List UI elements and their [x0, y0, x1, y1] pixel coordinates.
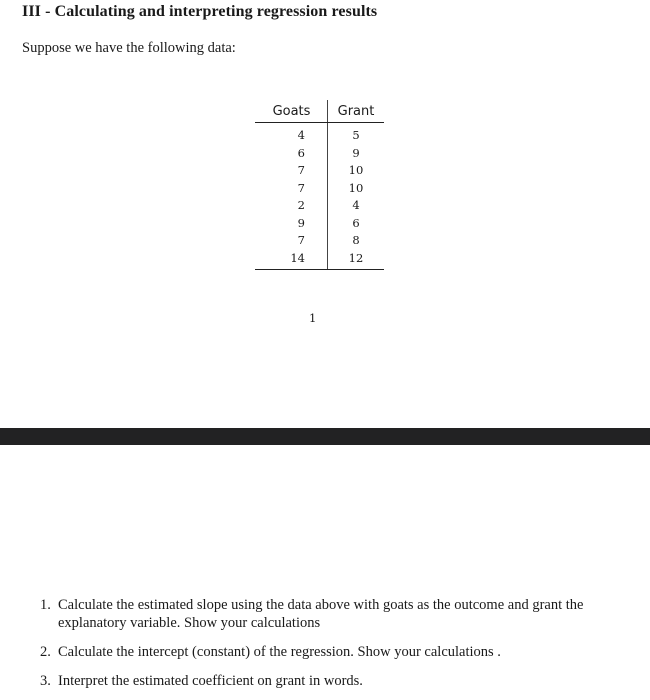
question-item: [40, 643, 620, 661]
table-row: [255, 123, 384, 145]
grant-cell: 6: [352, 215, 360, 230]
goats-cell: 9: [255, 215, 328, 233]
question-number: 1.: [40, 597, 51, 613]
table-row: [255, 162, 384, 180]
goats-cell: 7: [255, 180, 328, 198]
grant-cell: 4: [352, 198, 360, 212]
table-row: [255, 197, 384, 215]
goats-cell: 4: [255, 123, 328, 145]
table-row: [255, 145, 384, 163]
table-row: [255, 232, 384, 250]
page-divider: [0, 428, 650, 445]
goats-cell: 2: [255, 197, 328, 215]
goats-cell: 7: [255, 162, 328, 180]
grant-cell: 10: [348, 180, 364, 195]
data-table: [255, 100, 384, 270]
grant-cell: 12: [328, 250, 385, 270]
grant-cell: 8: [352, 233, 360, 247]
page-number: 1: [309, 311, 317, 325]
question-text: Calculate the intercept (constant) of the regression. Show your calculations .: [58, 644, 501, 660]
grant-cell: 5: [352, 128, 360, 142]
question-text: Interpret the estimated coefficient on grant in words.: [58, 673, 363, 689]
goats-cell: 6: [255, 145, 328, 163]
intro-text: Suppose we have the following data:: [22, 40, 236, 56]
header-grant: Grant: [328, 100, 385, 123]
question-list: [40, 596, 620, 700]
table-row: [255, 215, 384, 233]
grant-cell: 9: [352, 145, 360, 160]
goats-cell: 14: [255, 250, 328, 270]
header-goats: Goats: [255, 100, 328, 123]
question-number: 3.: [40, 673, 51, 689]
question-number: 2.: [40, 644, 51, 660]
goats-cell: 7: [255, 232, 328, 250]
question-text: Calculate the estimated slope using the data above with goats as the outcome and grant the explanatory variable. Show your calculations: [58, 597, 584, 631]
section-heading: III - Calculating and interpreting regression results: [22, 3, 378, 20]
table-row: [255, 180, 384, 198]
question-item: [40, 596, 620, 632]
table-header-row: [255, 100, 384, 123]
table-row: [255, 250, 384, 270]
grant-cell: 10: [348, 163, 364, 177]
question-item: [40, 672, 620, 690]
